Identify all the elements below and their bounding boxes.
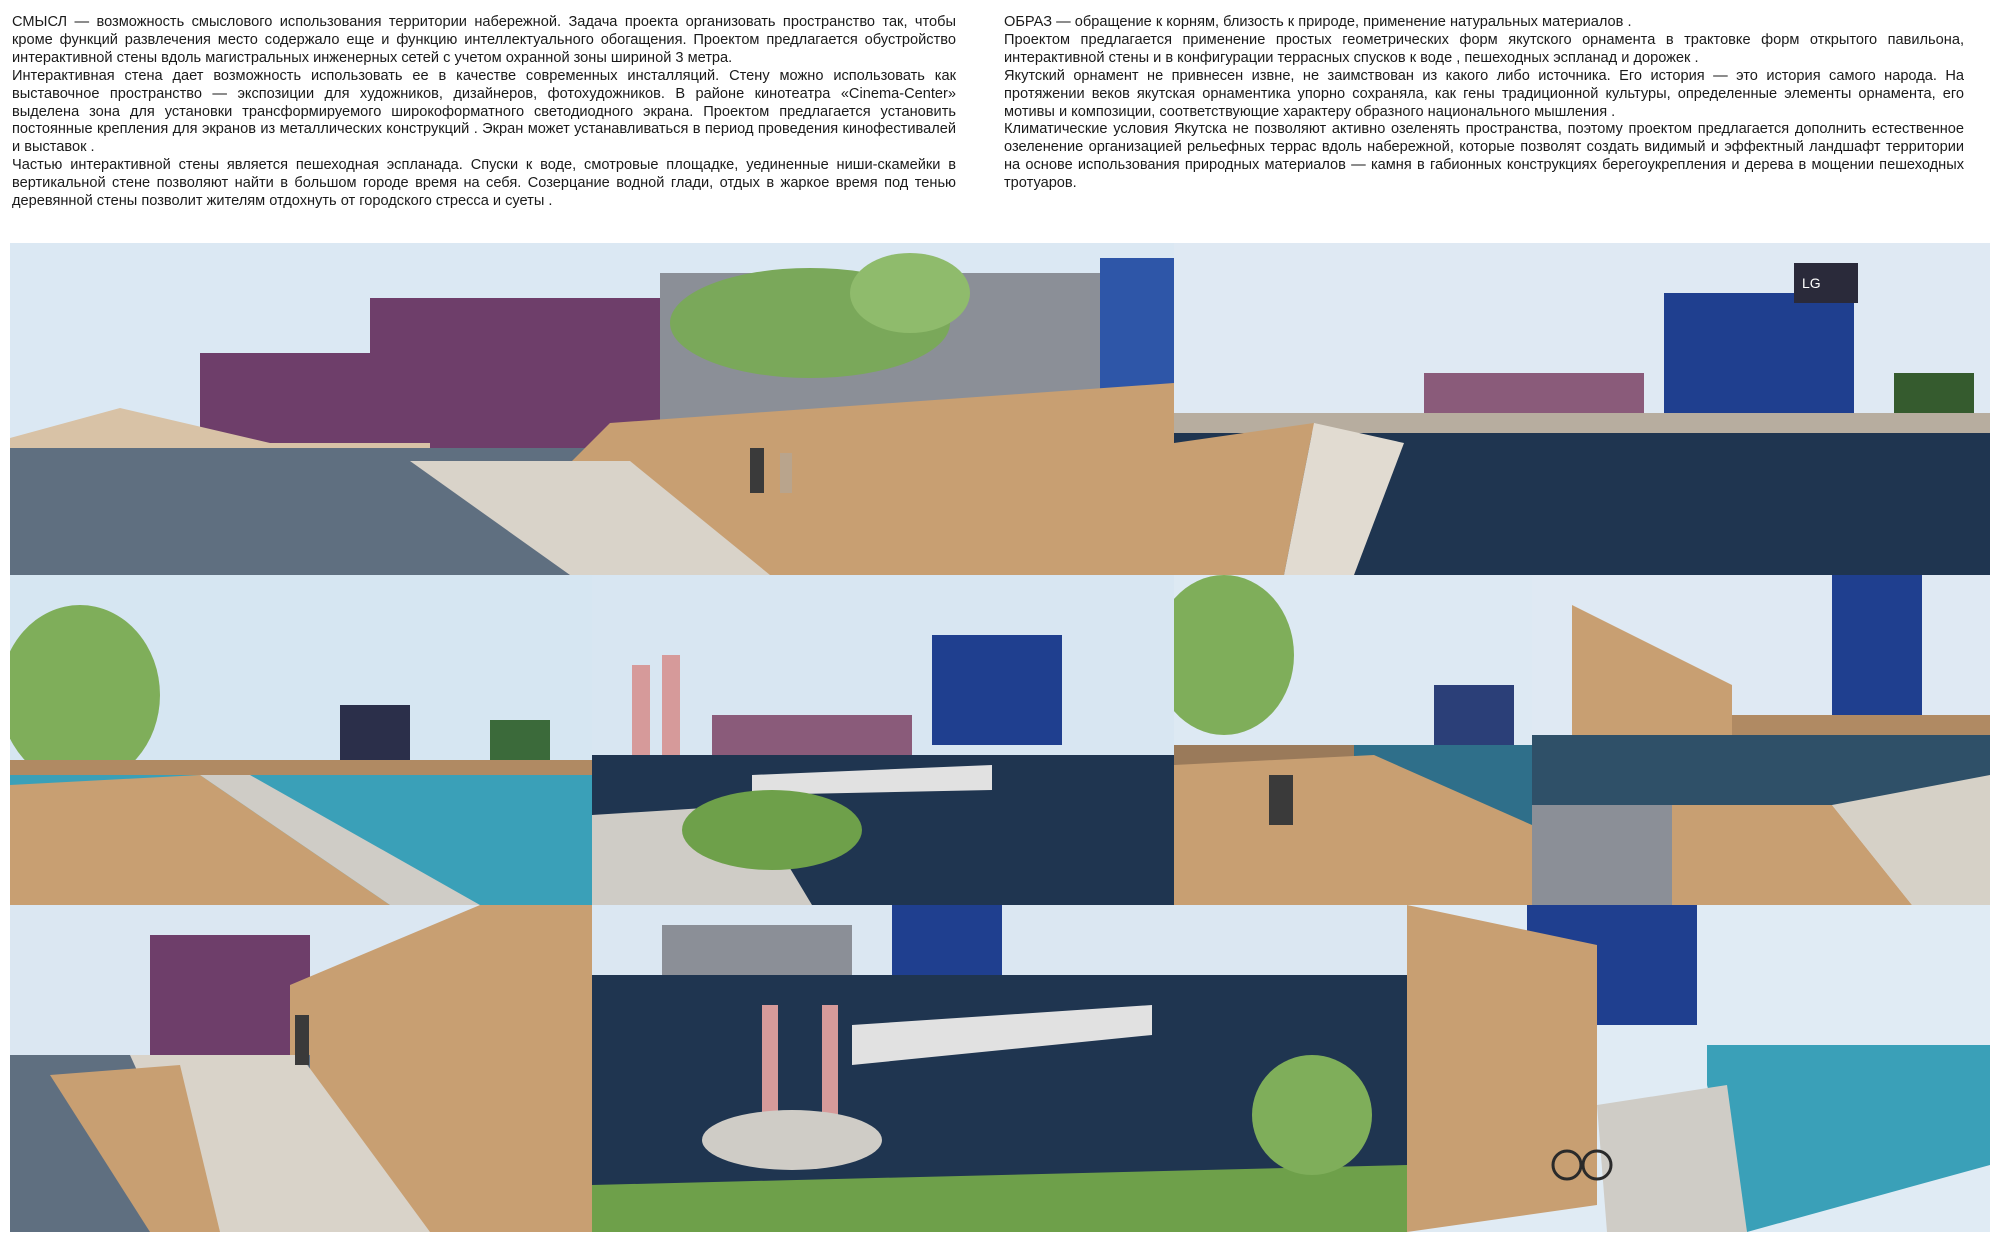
paragraph-climate: Климатические условия Якутска не позволяют активно озеленять пространства, поэтому проектом предлагается дополнить естественное озеленение организацией рельефных террас вдоль набережной, которые позволят создать видимый и эффектный ландшафт территории на основе использования природных материалов — камня в габионных конструкциях берегоукрепления и дерева в мощении пешеходных тротуаров.	[1004, 121, 1964, 192]
paragraph-obraz: ОБРАЗ — обращение к корням, близость к природе, применение натуральных материалов .	[1004, 14, 1632, 30]
render-wall-railing-bicycle	[1407, 905, 1990, 1232]
render-child-boardwalk	[1174, 575, 1532, 905]
paragraph-esplanade: Частью интерактивной стены является пешеходная эспланада. Спуски к воде, смотровые площадке, уединенные ниши-скамейки в вертикальной стене позволяют найти в большом городе время на себя. Созерцание водной глади, отдых в жаркое время под тенью деревянной стены позволит жителям отдохнуть от городского стресса и суеты .	[12, 157, 956, 210]
paragraph-geometric-forms: Проектом предлагается применение простых геометрических форм якутского орнамента в трактовке форм открытого павильона, интерактивной стены и в конфигурации террасных спусков к воде , пешеходных эспланад и дорожек .	[1004, 31, 1964, 66]
render-wall-embankment	[10, 243, 1174, 575]
render-stairs-gabion	[1532, 575, 1990, 905]
render-wood-wall-walkway	[10, 905, 592, 1232]
paragraph-smysl: СМЫСЛ — возможность смыслового использования территории набережной. Задача проекта организовать пространство так, чтобы кроме функций развлечения место содержало еще и функцию интеллектуального обогащения. Проектом предлагается обустройство интерактивной стены вдоль магистральных инженерных сетей с учетом охранной зоны шириной 3 метра.	[12, 14, 956, 66]
paragraph-interactive-wall: Интерактивная стена дает возможность использовать ее в качестве современных инсталляций. Стену можно использовать как выставочное пространство — экспозиции для художников, дизайнеров, фотохудожников. В районе кинотеатра «Cinema-Center» выделена зона для установки трансформируемого широкоформатного светодиодного экрана. Проектом предлагается установить постоянные крепления для экранов из металлических конструкций . Экран может устанавливаться в период проведения кинофестивалей и выставок .	[12, 67, 956, 156]
render-amphitheater-bridge	[592, 905, 1407, 1232]
text-column-right	[1004, 14, 1964, 193]
render-pylons-bridge	[592, 575, 1174, 905]
render-lg-building-pond	[1174, 243, 1990, 575]
paragraph-yakut-ornament: Якутский орнамент не привнесен извне, не заимствован из какого либо источника. Его история — это история самого народа. На протяжении веков якутская орнаментика упорно сохраняла, как гены традиционной культуры, определенные элементы орнамента, его мотивы и композиции, соответствующие характеру образного национального мышления .	[1004, 67, 1964, 120]
building-sign-text: LG	[1802, 275, 1821, 291]
render-boardwalk-screen	[10, 575, 592, 905]
text-column-left	[12, 14, 956, 211]
